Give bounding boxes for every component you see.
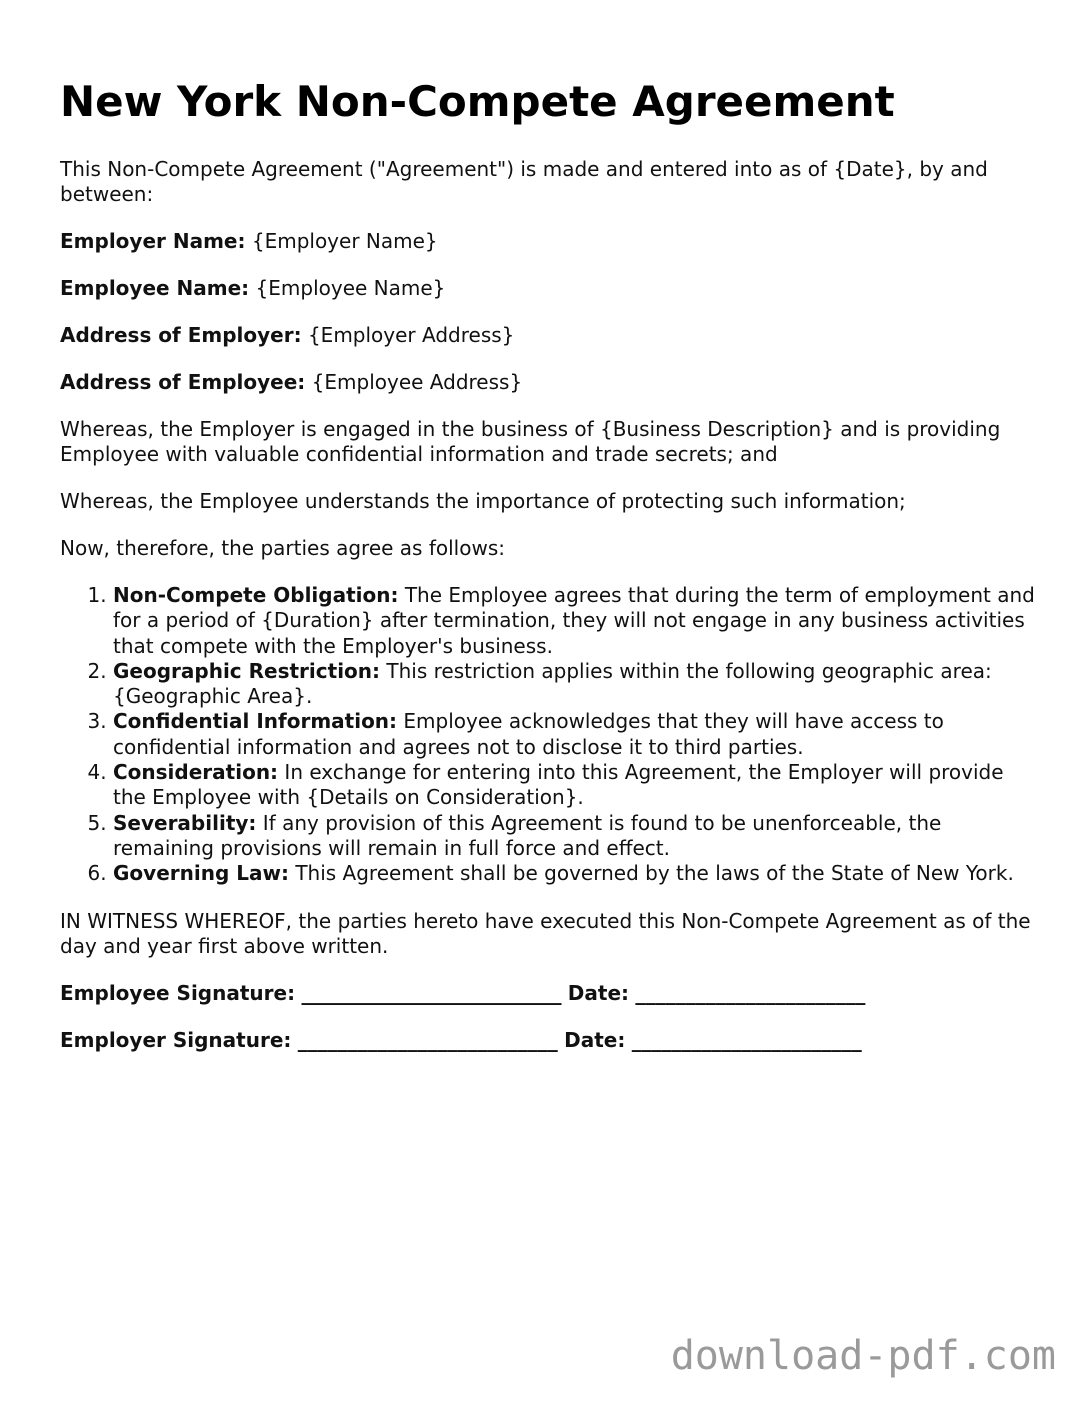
party-label: Employer Name: <box>60 229 246 253</box>
clauses-list <box>60 583 1035 887</box>
date-blank: _______________________ <box>635 980 866 1005</box>
witness-paragraph: IN WITNESS WHEREOF, the parties hereto have executed this Non-Compete Agreement as of the day and year first above written. <box>60 908 1031 958</box>
party-value: {Employer Address} <box>307 323 515 347</box>
clause-item <box>113 861 1035 886</box>
party-label: Address of Employee: <box>60 370 306 394</box>
party-value: {Employer Name} <box>251 229 438 253</box>
watermark: download-pdf.com <box>670 1333 1056 1379</box>
date-label: Date: <box>567 980 630 1005</box>
party-label: Employee Name: <box>60 276 250 300</box>
employer-signature-line <box>60 1028 1035 1053</box>
date-label: Date: <box>564 1027 626 1052</box>
date-blank: _______________________ <box>631 1027 862 1052</box>
clause-item <box>113 811 1035 862</box>
clause-item <box>113 760 1035 811</box>
clause-text: The Employee agrees that during the term of employment and for a period of {Duration} after termination, they will not engage in any business activities that compete with the Employer's business. <box>113 583 1035 658</box>
clause-text: Employee acknowledges that they will have access to confidential information and agrees not to disclose it to third parties. <box>113 709 944 759</box>
clause-heading: Geographic Restriction: <box>113 658 381 683</box>
party-value: {Employee Address} <box>311 370 523 394</box>
signature-blank: __________________________ <box>297 1027 558 1052</box>
employee-signature-line <box>60 981 1035 1006</box>
clause-text: This Agreement shall be governed by the laws of the State of New York. <box>295 861 1014 886</box>
clause-item <box>113 583 1035 659</box>
signature-label: Employee Signature: <box>60 980 296 1005</box>
clause-heading: Consideration: <box>113 760 279 785</box>
clause-heading: Governing Law: <box>113 861 289 886</box>
clause-item <box>113 709 1035 760</box>
party-employer-name <box>60 229 1035 254</box>
signature-blank: __________________________ <box>301 980 562 1005</box>
party-employee-address <box>60 370 1035 395</box>
party-employee-name <box>60 276 1035 301</box>
clause-heading: Severability: <box>113 810 257 835</box>
clause-heading: Non-Compete Obligation: <box>113 583 399 607</box>
document-title: New York Non-Compete Agreement <box>60 77 895 126</box>
clause-heading: Confidential Information: <box>113 709 398 734</box>
signature-label: Employer Signature: <box>60 1027 292 1052</box>
whereas-paragraph-2: Whereas, the Employee understands the importance of protecting such information; <box>60 489 906 513</box>
clause-text: If any provision of this Agreement is found to be unenforceable, the remaining provisions will remain in full force and effect. <box>113 810 942 860</box>
clause-text: In exchange for entering into this Agreement, the Employer will provide the Employee with {Details on Consideration}. <box>113 760 1004 810</box>
whereas-paragraph-1: Whereas, the Employer is engaged in the business of {Business Description} and is providing Employee with valuable confidential information and trade secrets; and <box>60 417 1001 466</box>
document-page <box>60 72 1035 1075</box>
party-value: {Employee Name} <box>255 276 446 300</box>
now-therefore-paragraph: Now, therefore, the parties agree as follows: <box>60 536 505 560</box>
clause-text: This restriction applies within the following geographic area: {Geographic Area}. <box>113 658 992 709</box>
party-employer-address <box>60 323 1035 348</box>
clause-item <box>113 659 1035 710</box>
intro-paragraph: This Non-Compete Agreement ("Agreement") is made and entered into as of {Date}, by and between: <box>60 157 988 206</box>
party-label: Address of Employer: <box>60 323 302 347</box>
